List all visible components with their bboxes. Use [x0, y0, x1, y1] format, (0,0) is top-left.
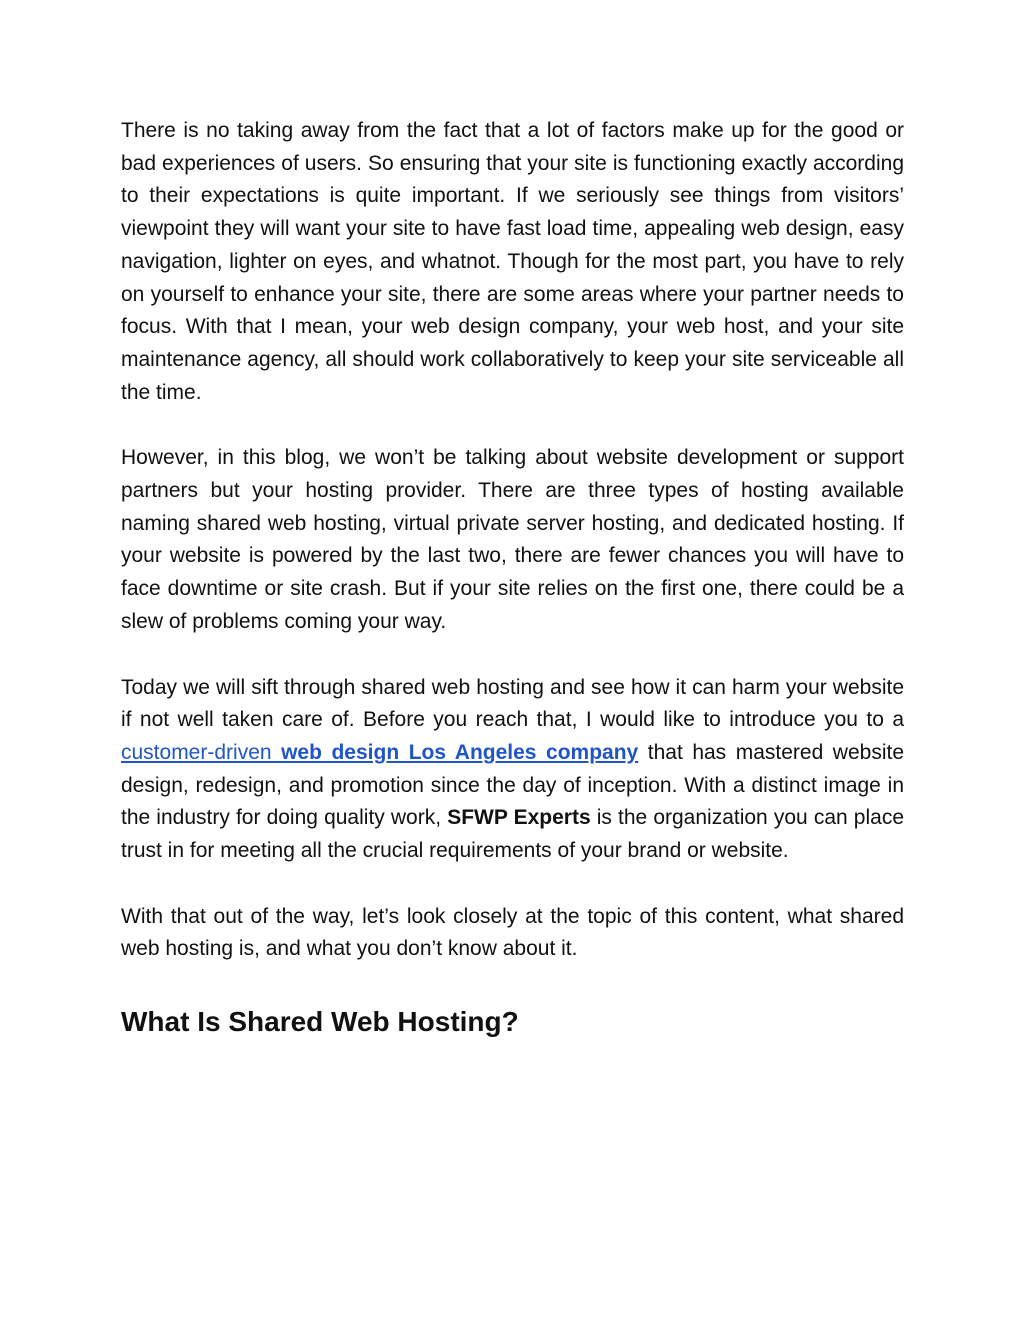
hosting-types-paragraph: However, in this blog, we won’t be talking about website development or support partners but your hosting provider. There are three types of hosting available naming shared web hosting, virtual private server hosting, and dedicated hosting. If your website is powered by the last two, there are fewer chances you will have to face downtime or site crash. But if your site relies on the first one, there could be a slew of problems coming your way. — [121, 446, 904, 633]
topic-transition-paragraph: With that out of the way, let’s look closely at the topic of this content, what shared web hosting is, and what you don’t know about it. — [121, 904, 904, 961]
intro-paragraph: There is no taking away from the fact that a lot of factors make up for the good or bad experiences of users. So ensuring that your site is functioning exactly according to their expectations is quite important. If we seriously see things from visitors’ viewpoint they will want your site to have fast load time, appealing web design, easy navigation, lighter on eyes, and whatnot. Though for the most part, you have to rely on yourself to enhance your site, there are some areas where your partner needs to focus. With that I mean, your web design company, your web host, and your site maintenance agency, all should work collaboratively to keep your site serviceable all the time. — [121, 119, 904, 404]
sfwp-experts-brand: SFWP Experts — [447, 806, 591, 830]
section-heading: What Is Shared Web Hosting? — [121, 1006, 519, 1038]
paragraph-text-before-link: Today we will sift through shared web hosting and see how it can harm your website if not well taken care of. Before you reach that, I would like to introduce you to a — [121, 675, 904, 732]
sfwp-introduction-paragraph — [121, 672, 904, 868]
paragraph-text-after: is the organization you can place trust in for meeting all the crucial requirements of your brand or website. — [121, 806, 905, 863]
customer-driven-link[interactable]: customer-driven — [121, 740, 282, 764]
document-page — [121, 115, 904, 1042]
web-design-los-angeles-link[interactable]: web design Los Angeles company — [281, 740, 639, 764]
paragraph-text-middle: that has mastered website design, redesign, and promotion since the day of inception. With a distinct image in the industry for doing quality work, — [121, 740, 905, 830]
